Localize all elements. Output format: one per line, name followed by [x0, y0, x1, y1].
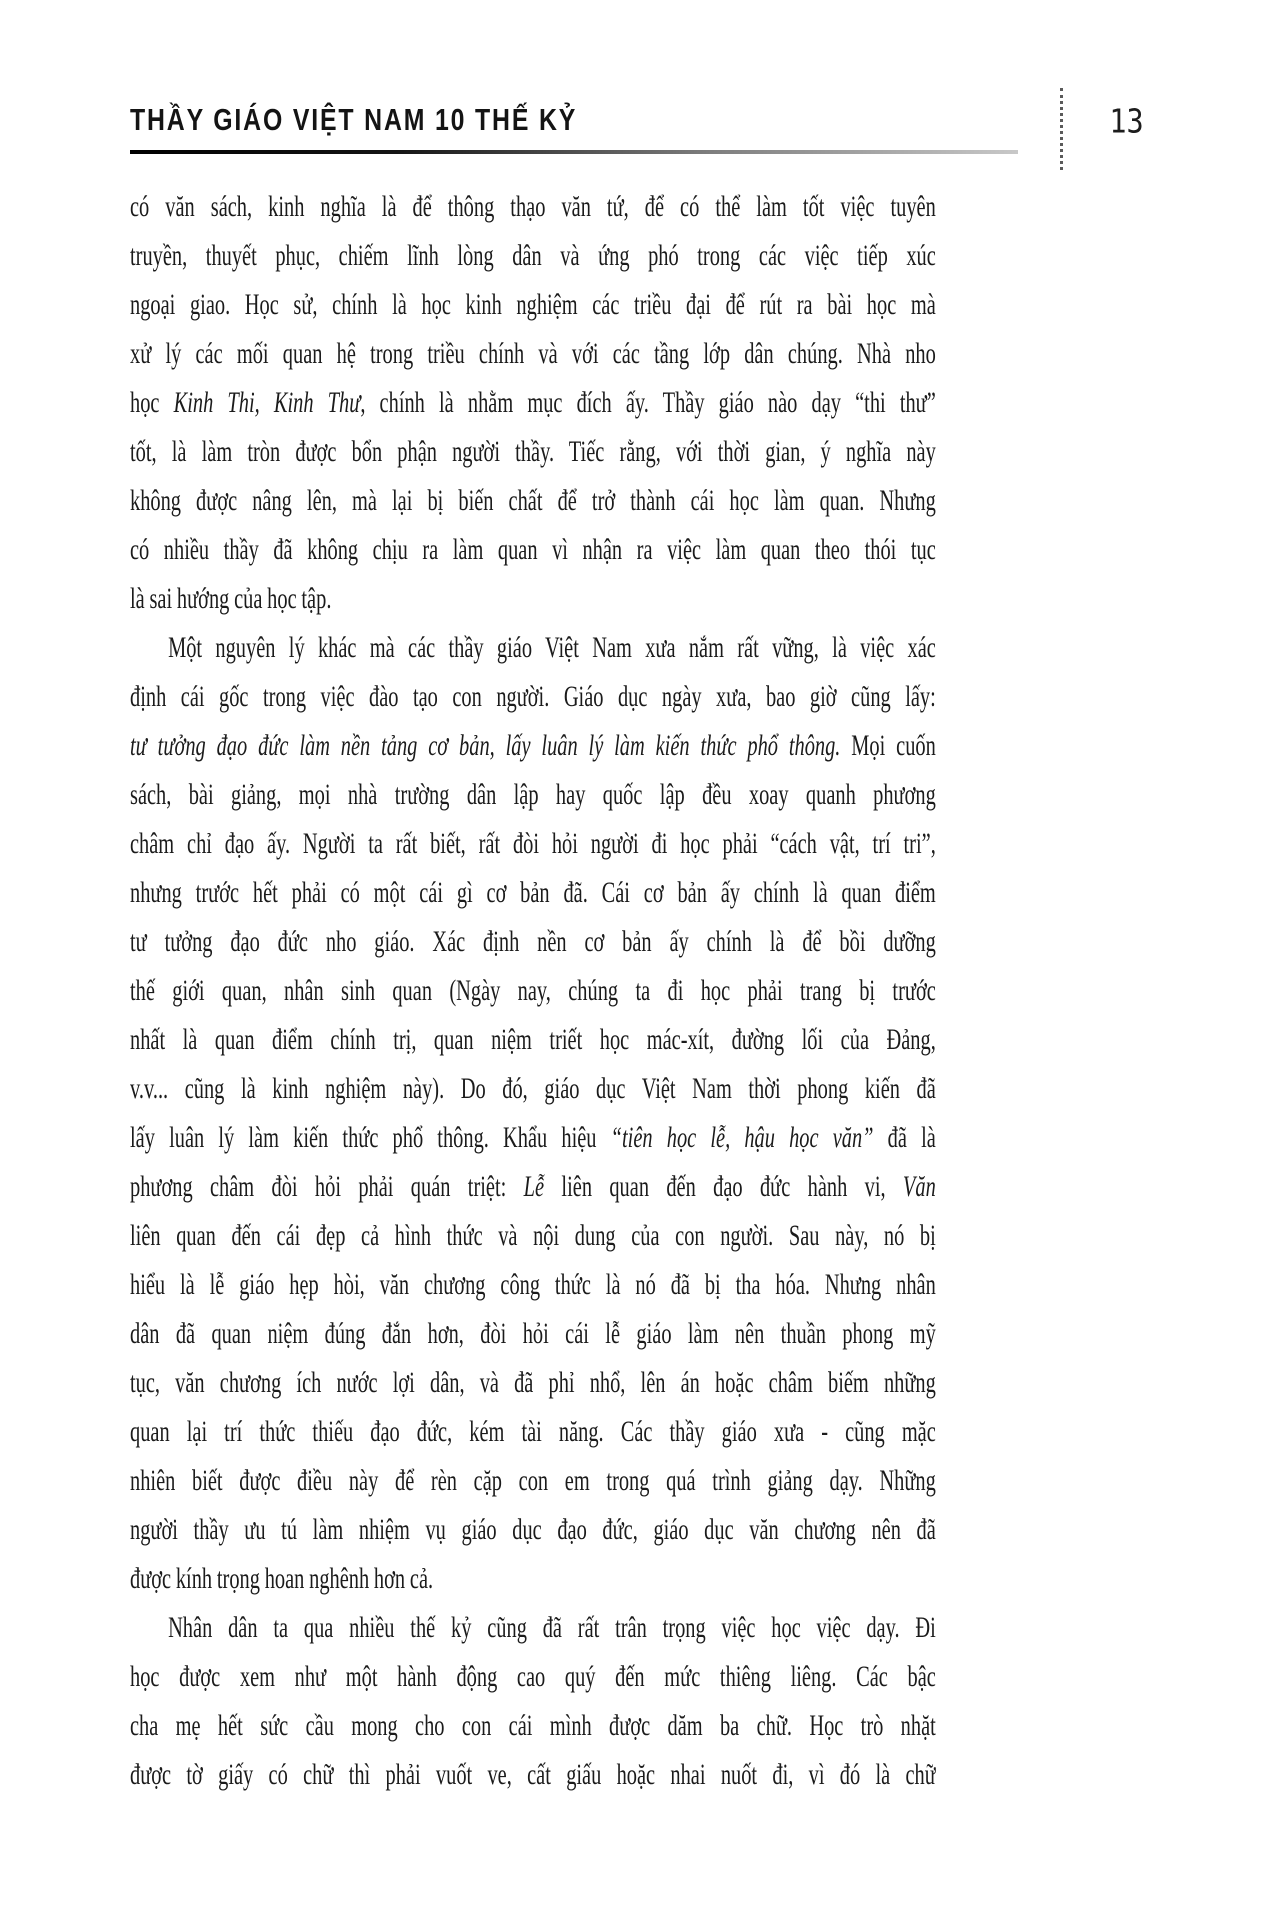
text-line	[130, 525, 936, 574]
text-line	[130, 1407, 936, 1456]
text-run: định cái gốc trong việc đào tạo con người. Giáo dục ngày xưa, bao giờ cũng lấy:	[130, 680, 936, 713]
text-run: lấy luân lý làm kiến thức phổ thông. Khẩu hiệu	[130, 1121, 611, 1154]
text-run: quan lại trí thức thiếu đạo đức, kém tài năng. Các thầy giáo xưa - cũng mặc	[130, 1415, 936, 1448]
text-line	[130, 1652, 936, 1701]
text-run: không được nâng lên, mà lại bị biến chất để trở thành cái học làm quan. Nhưng	[130, 484, 936, 517]
italic-run: tư tưởng đạo đức làm nền tảng cơ bản, lấy luân lý làm kiến thức phổ thông.	[130, 729, 841, 762]
text-line	[130, 476, 936, 525]
text-run: học	[130, 386, 174, 419]
text-line	[130, 1358, 936, 1407]
paragraph	[130, 182, 936, 623]
text-line	[130, 378, 936, 427]
text-line	[130, 1554, 936, 1603]
text-line	[130, 1211, 936, 1260]
text-run: có nhiều thầy đã không chịu ra làm quan vì nhận ra việc làm quan theo thói tục	[130, 533, 936, 566]
text-run: là sai hướng của học tập.	[130, 582, 332, 615]
text-run: nhất là quan điểm chính trị, quan niệm triết học mác-xít, đường lối của Đảng,	[130, 1023, 936, 1056]
text-run: có văn sách, kinh nghĩa là để thông thạo văn tứ, để có thể làm tốt việc tuyên	[130, 190, 936, 223]
text-line	[130, 1750, 936, 1799]
text-run: sách, bài giảng, mọi nhà trường dân lập hay quốc lập đều xoay quanh phương	[130, 778, 936, 811]
text-run: tốt, là làm tròn được bổn phận người thầy. Tiếc rằng, với thời gian, ý nghĩa này	[130, 435, 936, 468]
text-run: dân đã quan niệm đúng đắn hơn, đòi hỏi cái lễ giáo làm nên thuần phong mỹ	[130, 1317, 936, 1350]
paragraph	[130, 623, 936, 1603]
italic-run: Kinh Thi, Kinh Thư	[173, 386, 361, 419]
text-run: ngoại giao. Học sử, chính là học kinh nghiệm các triều đại để rút ra bài học mà	[130, 288, 936, 321]
text-line	[130, 1701, 936, 1750]
text-run: Mọi cuốn	[840, 729, 936, 762]
text-run: liên quan đến cái đẹp cả hình thức và nội dung của con người. Sau này, nó bị	[130, 1219, 936, 1252]
text-line	[130, 182, 936, 231]
text-line	[130, 966, 936, 1015]
page-number: 13	[1109, 103, 1144, 142]
text-run: châm chỉ đạo ấy. Người ta rất biết, rất đòi hỏi người đi học phải “cách vật, trí tri”,	[130, 827, 936, 860]
text-run: được tờ giấy có chữ thì phải vuốt ve, cất giấu hoặc nhai nuốt đi, vì đó là chữ	[130, 1758, 936, 1791]
text-line	[130, 231, 936, 280]
paragraph	[130, 1603, 936, 1799]
text-line	[130, 1456, 936, 1505]
text-line	[130, 427, 936, 476]
text-run: Nhân dân ta qua nhiều thế kỷ cũng đã rất trân trọng việc học việc dạy. Đi	[168, 1611, 936, 1644]
text-run: nhiên biết được điều này để rèn cặp con em trong quá trình giảng dạy. Những	[130, 1464, 936, 1497]
text-run: đã là	[873, 1121, 936, 1154]
text-run: truyền, thuyết phục, chiếm lĩnh lòng dân và ứng phó trong các việc tiếp xúc	[130, 239, 936, 272]
text-line	[130, 1015, 936, 1064]
text-run: xử lý các mối quan hệ trong triều chính và với các tầng lớp dân chúng. Nhà nho	[130, 337, 936, 370]
running-header-title: THẦY GIÁO VIỆT NAM 10 THẾ KỶ	[130, 103, 578, 137]
text-line	[130, 819, 936, 868]
text-run: học được xem như một hành động cao quý đến mức thiêng liêng. Các bậc	[130, 1660, 936, 1693]
text-run: , chính là nhằm mục đích ấy. Thầy giáo nào dạy “thi thư”	[360, 386, 936, 419]
text-run: cha mẹ hết sức cầu mong cho con cái mình được dăm ba chữ. Học trò nhặt	[130, 1709, 936, 1742]
text-line	[130, 1603, 936, 1652]
text-run: được kính trọng hoan nghênh hơn cả.	[130, 1562, 434, 1595]
text-line	[130, 868, 936, 917]
text-line	[130, 574, 936, 623]
header-dotted-divider	[1060, 88, 1063, 170]
text-line	[130, 917, 936, 966]
text-run: phương châm đòi hỏi phải quán triệt:	[130, 1170, 524, 1203]
text-run: nhưng trước hết phải có một cái gì cơ bản đã. Cái cơ bản ấy chính là quan điểm	[130, 876, 936, 909]
text-line	[130, 672, 936, 721]
text-line	[130, 623, 936, 672]
text-line	[130, 721, 936, 770]
italic-run: Văn	[902, 1170, 936, 1203]
text-line	[130, 329, 936, 378]
text-run: Một nguyên lý khác mà các thầy giáo Việt Nam xưa nắm rất vững, là việc xác	[168, 631, 936, 664]
text-run: hiểu là lễ giáo hẹp hòi, văn chương công thức là nó đã bị tha hóa. Nhưng nhân	[130, 1268, 936, 1301]
text-line	[130, 1260, 936, 1309]
text-line	[130, 1064, 936, 1113]
text-run: v.v... cũng là kinh nghiệm này). Do đó, giáo dục Việt Nam thời phong kiến đã	[130, 1072, 936, 1105]
text-line	[130, 280, 936, 329]
text-run: tục, văn chương ích nước lợi dân, và đã phỉ nhổ, lên án hoặc châm biếm những	[130, 1366, 936, 1399]
text-run: liên quan đến đạo đức hành vi,	[544, 1170, 903, 1203]
text-run: người thầy ưu tú làm nhiệm vụ giáo dục đạo đức, giáo dục văn chương nên đã	[130, 1513, 936, 1546]
text-run: thế giới quan, nhân sinh quan (Ngày nay, chúng ta đi học phải trang bị trước	[130, 974, 936, 1007]
text-line	[130, 1162, 936, 1211]
text-line	[130, 1309, 936, 1358]
text-line	[130, 1505, 936, 1554]
italic-run: “tiên học lễ, hậu học văn”	[610, 1121, 874, 1154]
text-run: tư tưởng đạo đức nho giáo. Xác định nền cơ bản ấy chính là để bồi dưỡng	[130, 925, 936, 958]
body-text	[130, 182, 936, 1799]
header-rule	[130, 150, 1018, 154]
italic-run: Lễ	[523, 1170, 545, 1203]
text-line	[130, 770, 936, 819]
text-line	[130, 1113, 936, 1162]
